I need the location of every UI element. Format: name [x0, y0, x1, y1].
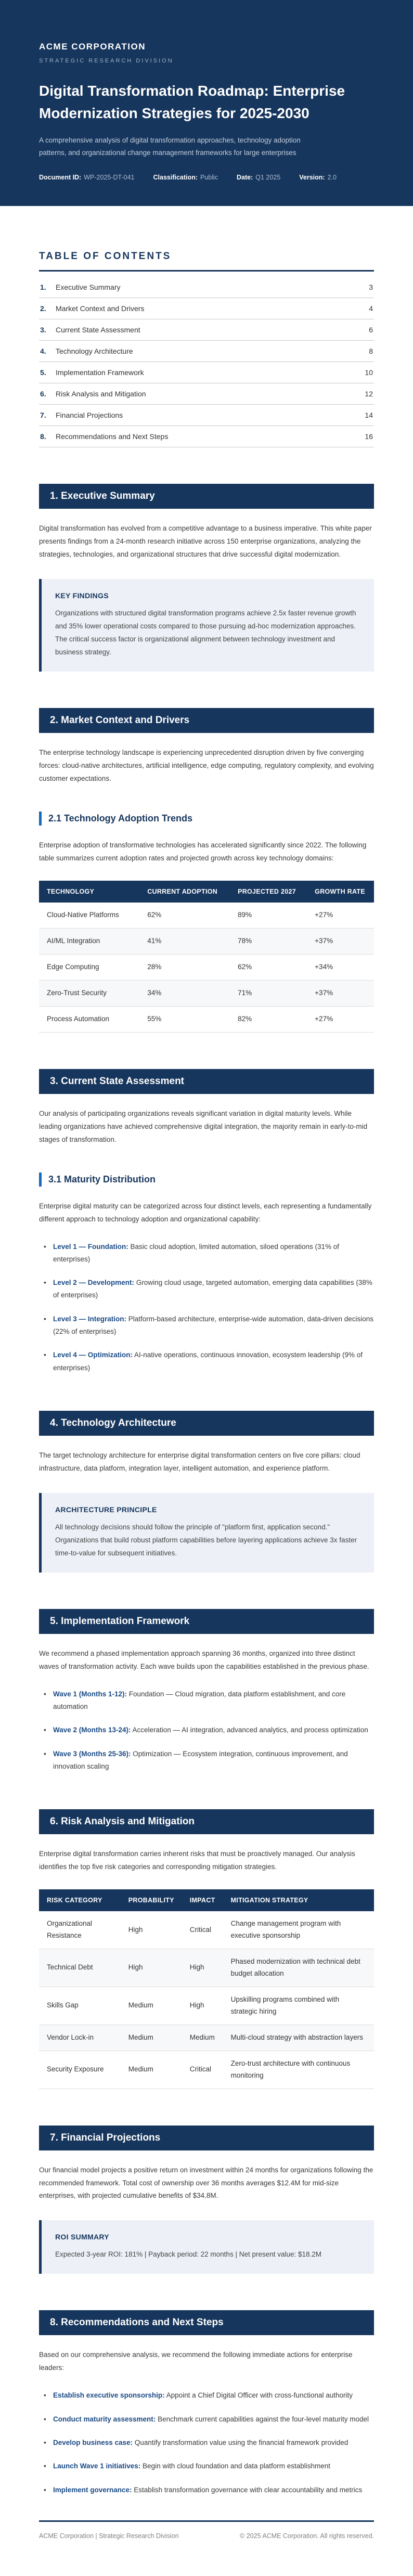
callout-body: All technology decisions should follow the principle of "platform first, application second." Organizations that build robust platform capabilities before layering applications achieve 3x faster time-to-value for subsequent initiatives. [55, 1523, 357, 1557]
section-6-header: 6. Risk Analysis and Mitigation [39, 1809, 374, 1834]
toc-item-number: 1. [40, 283, 46, 292]
table-cell: 89% [238, 911, 252, 919]
table-cell: High [128, 1963, 143, 1972]
table-row [39, 2025, 374, 2051]
toc-item-label: Recommendations and Next Steps [56, 432, 169, 441]
toc-item-page: 4 [369, 304, 373, 313]
list-item-text: Appoint a Chief Digital Officer with cross-functional authority [164, 2391, 353, 2400]
toc-item-number: 3. [40, 326, 46, 334]
footer-left-text: ACME Corporation | Strategic Research Division [39, 2532, 179, 2540]
toc-item-current-state [39, 319, 374, 341]
list-item-lead: Launch Wave 1 initiatives: [53, 2462, 141, 2470]
maturity-levels-list [39, 1241, 374, 1374]
table-cell: Medium [189, 2033, 215, 2041]
section-5-header: 5. Implementation Framework [39, 1609, 374, 1634]
subsection-maturity-distribution [39, 1173, 374, 1187]
column-header-probability: PROBABILITY [121, 1889, 182, 1911]
table-row [39, 1006, 374, 1032]
section-implementation-framework [39, 1609, 374, 1773]
toc-item-page: 14 [365, 411, 373, 420]
section-current-state [39, 1069, 374, 1374]
paragraph: We recommend a phased implementation approach spanning 36 months, organized into three distinct waves of transformation activity. Each wave builds upon the capabilities established in the previous phase. [39, 1649, 369, 1670]
table-cell: 82% [238, 1014, 252, 1023]
section-executive-summary [39, 484, 374, 672]
table-cell: Organizational Resistance [47, 1920, 93, 1940]
table-cell: Multi-cloud strategy with abstraction layers [230, 2033, 363, 2041]
toc-item-label: Current State Assessment [56, 326, 140, 334]
section-7-header: 7. Financial Projections [39, 2126, 374, 2150]
table-cell: AI/ML Integration [47, 936, 100, 945]
toc-divider [39, 270, 374, 272]
paragraph: Enterprise digital transformation carries inherent risks that must be proactively managed. Our analysis identifies the top five risk categories and corresponding mitigation strategies. [39, 1850, 355, 1871]
toc-item-label: Financial Projections [56, 411, 123, 420]
list-item [39, 2389, 374, 2402]
column-header-impact: IMPACT [182, 1889, 223, 1911]
toc-item-label: Executive Summary [56, 283, 121, 292]
document-footer [39, 2520, 374, 2576]
table-cell: +37% [315, 936, 333, 945]
meta-value: Public [200, 174, 218, 182]
list-item [39, 1688, 374, 1714]
table-cell: Security Exposure [47, 2065, 104, 2073]
toc-item-number: 5. [40, 368, 46, 377]
table-cell: High [128, 1925, 143, 1934]
list-item-lead: Level 4 — Optimization: [53, 1351, 133, 1359]
table-cell: Phased modernization with technical debt budget allocation [230, 1957, 360, 1977]
toc-item-page: 8 [369, 347, 373, 356]
division-name: STRATEGIC RESEARCH DIVISION [39, 58, 174, 64]
list-item-text: AI-native operations, continuous innovation, ecosystem leadership (9% of enterprises) [53, 1351, 363, 1372]
table-row [39, 1987, 374, 2025]
meta-label: Classification: [153, 174, 198, 182]
section-2-header: 2. Market Context and Drivers [39, 708, 374, 733]
list-item-text: Establish transformation governance with clear accountability and metrics [132, 2485, 363, 2494]
list-item [39, 1349, 374, 1374]
table-cell: 71% [238, 988, 252, 997]
list-item-lead: Wave 2 (Months 13-24): [53, 1726, 131, 1734]
table-cell: Medium [128, 2065, 153, 2073]
table-cell: 62% [238, 962, 252, 971]
table-cell: +37% [315, 988, 333, 997]
toc-item-page: 10 [365, 368, 373, 377]
column-header-technology: TECHNOLOGY [39, 881, 139, 903]
column-header-growth-rate: GROWTH RATE [307, 881, 374, 903]
toc-item-label: Market Context and Drivers [56, 304, 145, 313]
toc-item-technology-architecture [39, 341, 374, 362]
table-cell: 41% [147, 936, 162, 945]
paragraph: The enterprise technology landscape is experiencing unprecedented disruption driven by five converging forces: cloud-native architectures, artificial intelligence, edge computing, regulatory complexity, and evolving customer expectations. [39, 749, 374, 783]
table-header-row [39, 1889, 374, 1911]
subsection-accent-bar [39, 812, 42, 826]
list-item [39, 2484, 374, 2496]
column-header-risk-category: RISK CATEGORY [39, 1889, 121, 1911]
table-cell: +34% [315, 962, 333, 971]
list-item-lead: Level 3 — Integration: [53, 1315, 127, 1323]
toc-item-label: Risk Analysis and Mitigation [56, 390, 146, 398]
callout-body: Expected 3-year ROI: 181% | Payback period: 22 months | Net present value: $18.2M [55, 2250, 322, 2259]
technology-adoption-table [39, 881, 374, 1033]
meta-value: WP-2025-DT-041 [84, 174, 135, 182]
callout-body: Organizations with structured digital transformation programs achieve 2.5x faster revenue growth and 35% lower operational costs compared to those pursuing ad-hoc modernization approaches. The critical success factor is organizational alignment between technology investment and business strategy. [55, 609, 356, 656]
list-item-text: Quantify transformation value using the financial framework provided [133, 2438, 349, 2446]
list-item-text: Begin with cloud foundation and data platform establishment [140, 2462, 331, 2470]
toc-item-label: Implementation Framework [56, 368, 144, 377]
toc-item-number: 2. [40, 304, 46, 313]
subsection-title: 2.1 Technology Adoption Trends [48, 813, 193, 824]
column-header-projected-2027: PROJECTED 2027 [230, 881, 307, 903]
meta-label: Date: [237, 174, 253, 182]
callout-title: ROI SUMMARY [55, 2233, 109, 2242]
list-item-lead: Conduct maturity assessment: [53, 2415, 156, 2423]
column-header-mitigation-strategy: MITIGATION STRATEGY [223, 1889, 374, 1911]
key-findings-callout [39, 579, 374, 672]
column-header-current-adoption: CURRENT ADOPTION [139, 881, 230, 903]
toc-list [39, 277, 374, 447]
subsection-technology-adoption-trends [39, 812, 374, 826]
subsection-title: 3.1 Maturity Distribution [48, 1174, 156, 1184]
meta-version [299, 174, 337, 181]
document-meta-row [39, 174, 374, 181]
table-header-row [39, 881, 374, 903]
toc-item-label: Technology Architecture [56, 347, 133, 356]
section-market-context [39, 708, 374, 1033]
paragraph: Enterprise digital maturity can be categorized across four distinct levels, each representing a fundamentally different approach to technology adoption and organizational capability: [39, 1202, 372, 1223]
paragraph: Enterprise adoption of transformative technologies has accelerated significantly since 2022. The following table summarizes current adoption rates and projected growth across key technology domains: [39, 841, 367, 862]
table-row [39, 954, 374, 980]
table-cell: Edge Computing [47, 962, 99, 971]
list-item [39, 2460, 374, 2472]
table-cell: Critical [189, 1925, 212, 1934]
table-cell: Cloud-Native Platforms [47, 911, 119, 919]
toc-item-page: 3 [369, 283, 373, 292]
list-item [39, 1748, 374, 1773]
meta-date [237, 174, 280, 181]
table-cell: Technical Debt [47, 1963, 93, 1972]
table-cell: Medium [128, 2001, 153, 2010]
list-item-lead: Level 2 — Development: [53, 1279, 135, 1287]
toc-item-implementation-framework [39, 362, 374, 383]
list-item [39, 2413, 374, 2426]
list-item-text: Basic cloud adoption, limited automation, siloed operations (31% of enterprises) [53, 1242, 340, 1263]
list-item-lead: Establish executive sponsorship: [53, 2391, 165, 2400]
table-row [39, 903, 374, 928]
section-risk-analysis [39, 1809, 374, 2089]
table-cell: 28% [147, 962, 162, 971]
toc-item-executive-summary [39, 277, 374, 298]
list-item [39, 1277, 374, 1302]
list-item [39, 1724, 374, 1736]
paragraph: Digital transformation has evolved from a competitive advantage to a business imperative. This white paper presents findings from a 24-month research initiative across 150 enterprise organizations, analyzing the strategies, technologies, and organizational structures that drive successful digital modernization. [39, 524, 372, 559]
table-cell: Upskilling programs combined with strategic hiring [230, 1995, 340, 2015]
paragraph: Our analysis of participating organizations reveals significant variation in digital maturity levels. While leading organizations have achieved comprehensive digital integration, the majority remain in early-to-mid stages of transformation. [39, 1109, 368, 1143]
table-cell: Skills Gap [47, 2001, 79, 2010]
table-cell: Zero-trust architecture with continuous monitoring [230, 2059, 351, 2079]
list-item-text: Acceleration — AI integration, advanced analytics, and process optimization [131, 1726, 368, 1734]
list-item-text: Optimization — Ecosystem integration, continuous improvement, and innovation scaling [53, 1749, 348, 1770]
list-item-text: Growing cloud usage, targeted automation, emerging data capabilities (38% of enterprises) [53, 1279, 372, 1299]
document-header [0, 0, 413, 206]
table-cell: +27% [315, 1014, 333, 1023]
section-3-header: 3. Current State Assessment [39, 1069, 374, 1094]
section-1-header: 1. Executive Summary [39, 484, 374, 509]
table-cell: Change management program with executive sponsorship [230, 1920, 341, 1940]
toc-item-page: 12 [365, 390, 373, 398]
meta-value: Q1 2025 [255, 174, 281, 182]
section-8-header: 8. Recommendations and Next Steps [39, 2310, 374, 2335]
list-item-text: Foundation — Cloud migration, data platform establishment, and core automation [53, 1690, 346, 1710]
list-item-lead: Wave 1 (Months 1-12): [53, 1690, 127, 1698]
section-technology-architecture [39, 1411, 374, 1573]
meta-label: Document ID: [39, 174, 82, 182]
table-row [39, 980, 374, 1006]
table-of-contents [39, 251, 374, 447]
list-item-lead: Develop business case: [53, 2438, 133, 2446]
toc-item-number: 4. [40, 347, 46, 356]
toc-item-risk-analysis [39, 383, 374, 405]
list-item-lead: Wave 3 (Months 25-36): [53, 1749, 131, 1758]
architecture-principle-callout [39, 1493, 374, 1573]
toc-item-number: 8. [40, 432, 46, 441]
meta-document-id [39, 174, 135, 181]
document-body [0, 251, 413, 2575]
section-financial-projections [39, 2126, 374, 2274]
list-item-text: Benchmark current capabilities against the four-level maturity model [156, 2415, 369, 2423]
toc-item-financial-projections [39, 405, 374, 426]
table-cell: Medium [128, 2033, 153, 2041]
section-4-header: 4. Technology Architecture [39, 1411, 374, 1436]
toc-title: TABLE OF CONTENTS [39, 251, 172, 262]
toc-item-market-context [39, 298, 374, 319]
table-cell: Zero-Trust Security [47, 988, 107, 997]
toc-item-page: 16 [365, 432, 373, 441]
meta-label: Version: [299, 174, 325, 182]
paragraph: Based on our comprehensive analysis, we recommend the following immediate actions for enterprise leaders: [39, 2351, 353, 2372]
table-cell: 62% [147, 911, 162, 919]
table-cell: +27% [315, 911, 333, 919]
table-cell: Critical [189, 2065, 212, 2073]
list-item [39, 1313, 374, 1338]
list-item [39, 1241, 374, 1266]
table-cell: 55% [147, 1014, 162, 1023]
company-name: ACME CORPORATION [39, 42, 146, 51]
table-cell: 78% [238, 936, 252, 945]
table-cell: High [189, 2001, 204, 2010]
list-item [39, 2437, 374, 2449]
table-row [39, 1949, 374, 1987]
paragraph: Our financial model projects a positive return on investment within 24 months for organizations following the recommended framework. Total cost of ownership over 36 months averages $12.4M for mid-size enterprises, with projected cumulative benefits of $34.8M. [39, 2166, 373, 2200]
list-item-lead: Implement governance: [53, 2485, 132, 2494]
callout-title: ARCHITECTURE PRINCIPLE [55, 1505, 157, 1514]
meta-value: 2.0 [327, 174, 337, 182]
callout-title: KEY FINDINGS [55, 591, 109, 600]
document-title: Digital Transformation Roadmap: Enterprise Modernization Strategies for 2025-2030 [39, 83, 345, 122]
table-cell: High [189, 1963, 204, 1972]
toc-item-page: 6 [369, 326, 373, 334]
table-row [39, 928, 374, 954]
list-item-text: Platform-based architecture, enterprise-wide automation, data-driven decisions (22% of enterprises) [53, 1315, 374, 1336]
recommendations-list [39, 2389, 374, 2496]
section-recommendations [39, 2310, 374, 2496]
list-item-lead: Level 1 — Foundation: [53, 1242, 128, 1251]
risk-analysis-table [39, 1889, 374, 2089]
table-row [39, 1911, 374, 1949]
table-cell: Process Automation [47, 1014, 110, 1023]
implementation-waves-list [39, 1688, 374, 1773]
paragraph: The target technology architecture for enterprise digital transformation centers on five core pillars: cloud infrastructure, data platform, integration layer, intelligent automation, and experience platform. [39, 1451, 360, 1472]
toc-item-number: 6. [40, 390, 46, 398]
table-cell: 34% [147, 988, 162, 997]
toc-item-number: 7. [40, 411, 46, 420]
footer-copyright: © 2025 ACME Corporation. All rights reserved. [240, 2532, 374, 2540]
roi-summary-callout [39, 2220, 374, 2274]
table-row [39, 2051, 374, 2089]
toc-item-recommendations [39, 426, 374, 447]
meta-classification [153, 174, 218, 181]
subsection-accent-bar [39, 1173, 42, 1187]
table-cell: Vendor Lock-in [47, 2033, 94, 2041]
document-subtitle: A comprehensive analysis of digital transformation approaches, technology adoption patterns, and organizational change management frameworks for large enterprises [39, 136, 301, 157]
